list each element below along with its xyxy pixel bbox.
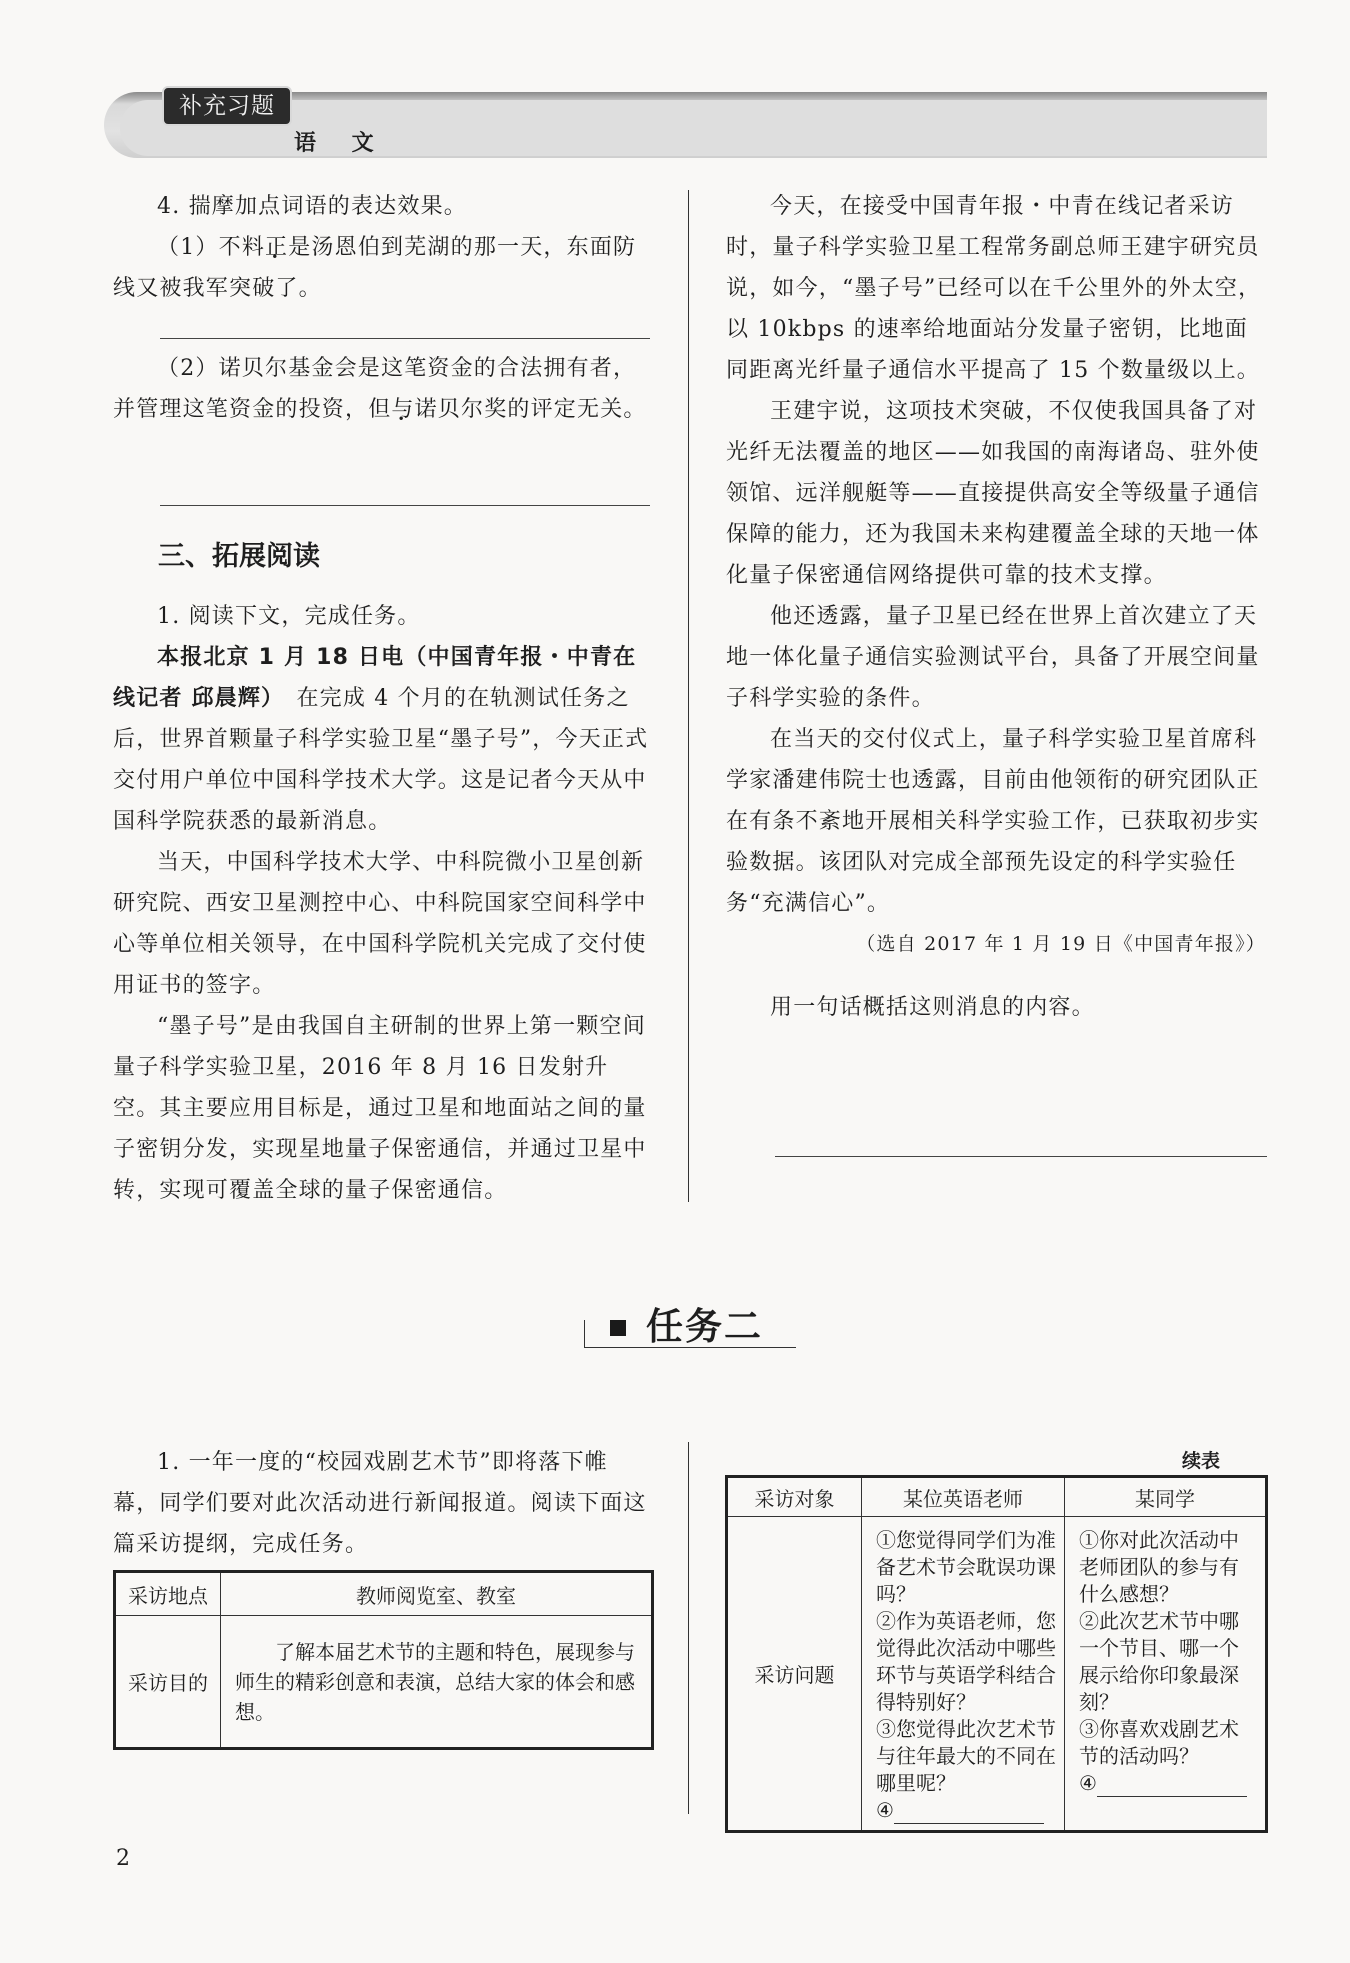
emphasis-dot-word: 料 [241, 235, 266, 260]
header-banner-inner [120, 100, 1267, 156]
news-paragraph-2: 当天，中国科学技术大学、中科院微小卫星创新研究院、西安卫星测控中心、中科院国家空间科学中心等单位相关领导，在中国科学院机关完成了交付使用证书的签字。 [113, 850, 647, 998]
section-title: 三、拓展阅读 [158, 541, 320, 572]
q4-2-text-a: （2）诺贝尔基金会是这笔资金的合法拥有者，并管理这笔资金的投资， [113, 356, 637, 422]
column-divider [688, 190, 689, 1202]
q4-1-text-b: 正是汤恩伯到芜湖的那一天，东面防线又被我军突破了。 [113, 235, 637, 301]
reading-passage-right [726, 186, 1266, 1028]
teacher-question-1: ①您觉得同学们为准备艺术节会耽误功课吗？ [876, 1528, 1056, 1606]
reading-passage-left [113, 596, 651, 1211]
teacher-question-3: ③您觉得此次艺术节与往年最大的不同在哪里呢？ [876, 1717, 1056, 1795]
left-column [113, 186, 651, 309]
student-question-4-blank[interactable] [1097, 1778, 1247, 1797]
news-source: （选自 2017 年 1 月 19 日《中国青年报》） [856, 933, 1266, 955]
location-label: 采访地点 [115, 1572, 221, 1616]
square-bullet-icon [610, 1320, 626, 1336]
purpose-label: 采访目的 [115, 1616, 221, 1749]
q4-1-text-a: （1）不 [157, 235, 242, 260]
interview-outline-table [113, 1570, 654, 1750]
question-4-1 [113, 227, 651, 309]
student-question-2: ②此次艺术节中哪一个节目、哪一个展示给你印象最深刻？ [1079, 1609, 1239, 1714]
student-question-1: ①你对此次活动中老师团队的参与有什么感想？ [1079, 1528, 1239, 1606]
interview-questions-table [725, 1475, 1268, 1833]
news-paragraph-4: 今天，在接受中国青年报・中青在线记者采访时，量子科学实验卫星工程常务副总师王建宇研究员说，如今，“墨子号”已经可以在千公里外的外太空，以 10kbps 的速率给地面站分发量子密钥，比地面同距离光纤量子通信水平提高了 15 个数量级以上。 [726, 194, 1262, 383]
teacher-questions [862, 1517, 1065, 1832]
reading-task-title: 1. 阅读下文，完成任务。 [157, 604, 421, 629]
answer-line-summary[interactable] [775, 1156, 1267, 1157]
header-teacher: 某位英语老师 [862, 1477, 1065, 1517]
answer-line-q4-2[interactable] [160, 505, 650, 506]
question-4-title: 4. 揣摩加点词语的表达效果。 [157, 194, 467, 219]
news-paragraph-5: 王建宇说，这项技术突破，不仅使我国具备了对光纤无法覆盖的地区——如我国的南海诸岛、驻外使领馆、远洋舰艇等——直接提供高安全等级量子通信保障的能力，还为我国未来构建覆盖全球的天地一体化量子保密通信网络提供可靠的技术支撑。 [726, 399, 1260, 588]
subject-label: 语 文 [294, 130, 388, 156]
student-question-4: ④ [1079, 1770, 1257, 1797]
location-value: 教师阅览室、教室 [221, 1572, 653, 1616]
q4-2-text-b: 与诺贝尔奖的评定无关。 [391, 397, 647, 422]
emphasis-dot-word: 但 [368, 397, 392, 422]
task-two-intro: 1. 一年一度的“校园戏剧艺术节”即将落下帷幕，同学们要对此次活动进行新闻报道。阅读下面这篇采访提纲，完成任务。 [113, 1450, 647, 1557]
student-questions [1065, 1517, 1267, 1832]
task-two-title: 任务二 [646, 1305, 763, 1348]
news-paragraph-7: 在当天的交付仪式上，量子科学实验卫星首席科学家潘建伟院士也透露，目前由他领衔的研究团队正在有条不紊地开展相关科学实验工作，已获取初步实验数据。该团队对完成全部预先设定的科学实验任务“充满信心”。 [726, 727, 1260, 916]
news-paragraph-3: “墨子号”是由我国自主研制的世界上第一颗空间量子科学实验卫星，2016 年 8 月 16 日发射升空。其主要应用目标是，通过卫星和地面站之间的量子密钥分发，实现星地量子保密通信，并通过卫星中转，实现可覆盖全球的量子保密通信。 [113, 1014, 647, 1203]
questions-row-label: 采访问题 [727, 1517, 862, 1832]
teacher-question-4-blank[interactable] [894, 1805, 1044, 1824]
news-dateline: 本报北京 1 月 18 日电（中国青年报・中青在线记者 邱晨辉） [113, 645, 637, 711]
purpose-value: 了解本届艺术节的主题和特色，展现参与师生的精彩创意和表演，总结大家的体会和感想。 [221, 1616, 653, 1749]
news-paragraph-6: 他还透露，量子卫星已经在世界上首次建立了天地一体化量子通信实验测试平台，具备了开展空间量子科学实验的条件。 [726, 604, 1260, 711]
heading-tick [584, 1320, 585, 1348]
student-question-3: ③你喜欢戏剧艺术节的活动吗？ [1079, 1717, 1239, 1768]
page-number: 2 [116, 1846, 130, 1871]
answer-line-q4-1[interactable] [160, 338, 650, 339]
task-two-heading [584, 1300, 796, 1348]
section-badge: 补充习题 [162, 86, 292, 126]
heading-underline [584, 1347, 796, 1348]
bottom-column-divider [688, 1442, 689, 1814]
teacher-question-4: ④ [876, 1797, 1056, 1824]
teacher-question-2: ②作为英语老师，您觉得此次活动中哪些环节与英语学科结合得特别好？ [876, 1609, 1056, 1714]
question-4-2 [113, 348, 651, 430]
summary-task: 用一句话概括这则消息的内容。 [770, 995, 1095, 1020]
continued-label: 续表 [1182, 1450, 1221, 1472]
header-student: 某同学 [1065, 1477, 1267, 1517]
news-paragraph-1: 在完成 4 个月的在轨测试任务之后，世界首颗量子科学实验卫星“墨子号”，今天正式交付用户单位中国科学技术大学。这是记者今天从中国科学院获悉的最新消息。 [113, 686, 649, 834]
header-interviewee: 采访对象 [727, 1477, 862, 1517]
